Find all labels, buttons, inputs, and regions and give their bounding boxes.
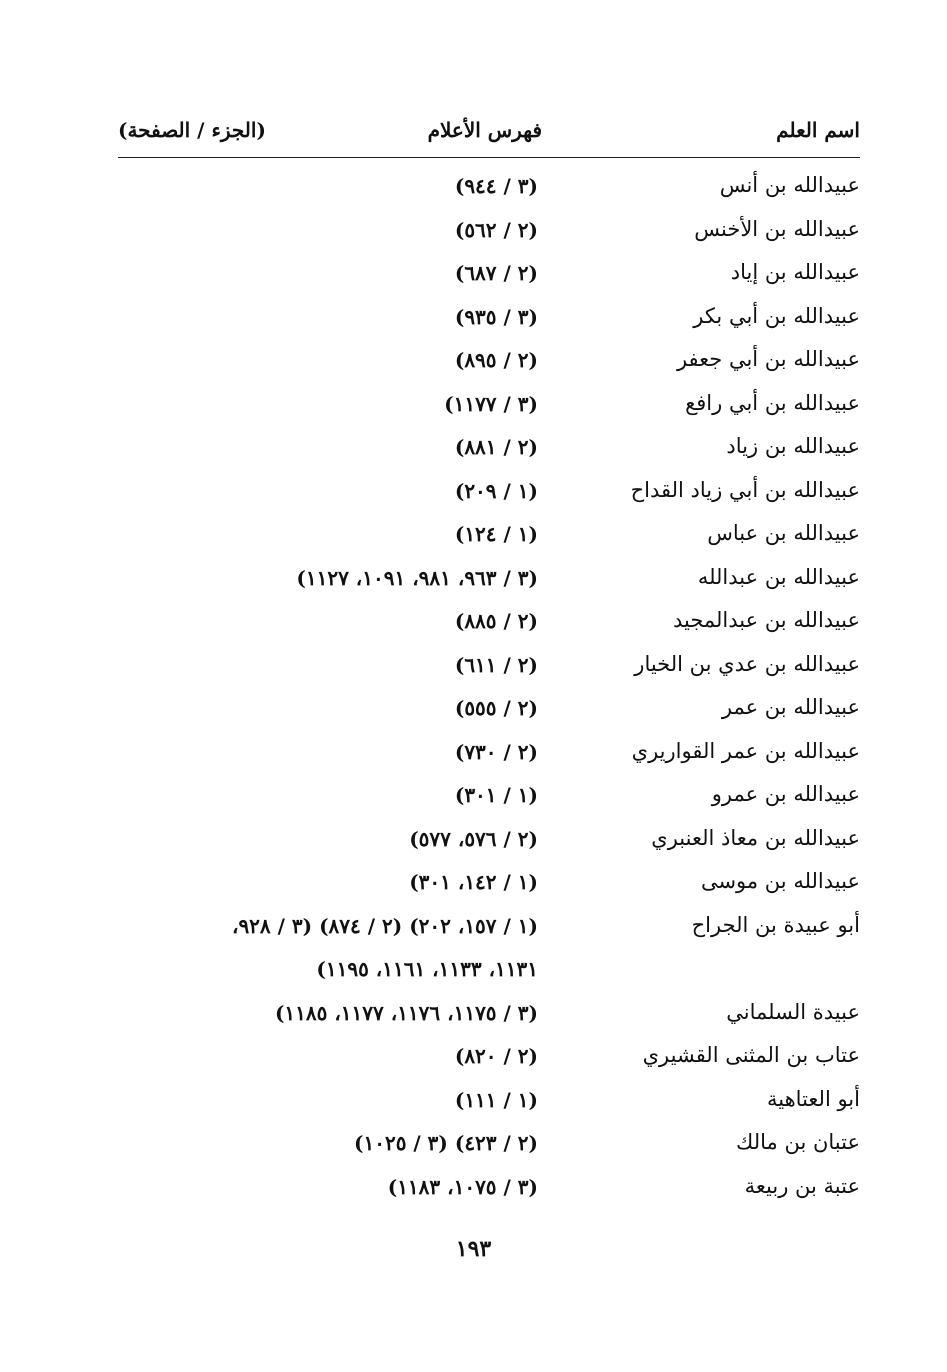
- entry-name: أبو العتاهية: [767, 1086, 860, 1111]
- entry-reference: (١ / ٣٠١): [454, 783, 538, 807]
- entry-name: عبيدالله بن زياد: [726, 434, 860, 458]
- name-column-heading: اسم العلم: [776, 118, 860, 142]
- index-entry-row: [100, 165, 860, 209]
- header-divider: [118, 157, 860, 158]
- entry-name: عبيدالله بن معاذ العنبري: [651, 825, 860, 850]
- entry-reference: (٣ / ١١٧٧): [444, 391, 538, 416]
- entry-reference: (٢ / ٥٥٥): [454, 696, 538, 720]
- entry-reference: (٢ / ٥٧٦، ٥٧٧): [409, 826, 538, 851]
- index-entry-row: [100, 644, 860, 688]
- entry-name: عبيدالله بن أنس: [719, 173, 860, 197]
- entry-name: عتبة بن ربيعة: [744, 1173, 860, 1198]
- index-entry-row: [100, 209, 860, 253]
- index-entry-row: [100, 774, 860, 818]
- entry-reference: (١ / ١٤٢، ٣٠١): [409, 870, 538, 894]
- index-title: فهرس الأعلام: [427, 118, 542, 142]
- index-entry-row: [100, 426, 860, 470]
- entry-reference: (٢ / ٨٨٥): [454, 609, 538, 633]
- entry-name: عبيدالله بن عبدالمجيد: [672, 608, 860, 632]
- entry-reference: (٢ / ٧٣٠): [454, 739, 538, 764]
- index-entry-row: [100, 818, 860, 862]
- entry-name: عبيدالله بن أبي جعفر: [676, 347, 860, 371]
- entry-reference: (١ / ١٢٤): [454, 522, 538, 546]
- index-entry-row: [100, 383, 860, 427]
- entry-reference: ١١٣١، ١١٣٣، ١١٦١، ١١٩٥): [316, 957, 538, 981]
- index-entry-row: [100, 731, 860, 775]
- entry-reference: (٢ / ٨٨١): [454, 435, 538, 459]
- entry-name: عبيدالله بن أبي زياد القداح: [630, 477, 860, 502]
- entry-reference: (٢ / ٦١١): [454, 652, 538, 677]
- entry-reference: (٣ / ٩٤٤): [454, 174, 538, 198]
- entry-name: عبيدالله بن إياد: [730, 260, 860, 284]
- index-entry-row: [100, 1079, 860, 1123]
- entry-reference: (٢ / ٦٨٧): [454, 261, 538, 285]
- entry-name: عبيدالله بن أبي بكر: [693, 303, 860, 328]
- entry-name: عبيدالله بن عدي بن الخيار: [634, 651, 860, 676]
- index-entry-row: [100, 687, 860, 731]
- entry-reference: (٢ / ٨٢٠): [454, 1044, 538, 1068]
- reference-column-heading: (الجزء / الصفحة): [118, 118, 266, 142]
- entry-name: عبيدالله بن عمر: [721, 695, 860, 719]
- entry-name: عتبان بن مالك: [736, 1130, 860, 1154]
- entry-name: عبيدالله بن عمرو: [711, 782, 860, 806]
- index-entry-row: [100, 905, 860, 949]
- index-entry-row: [100, 1035, 860, 1079]
- entry-reference: (٢ / ٥٦٢): [454, 217, 538, 242]
- entry-name: عبيدالله بن عباس: [707, 521, 860, 545]
- index-entries: [100, 165, 860, 1209]
- index-header: [118, 112, 860, 152]
- entry-reference: (١ / ١٥٧، ٢٠٢) (٢ / ٨٧٤) (٣ / ٩٢٨،: [231, 913, 538, 938]
- entry-reference: (٣ / ٩٦٣، ٩٨١، ١٠٩١، ١١٢٧): [296, 565, 538, 590]
- index-entry-row: [100, 992, 860, 1036]
- index-entry-row: [100, 1166, 860, 1210]
- entry-name: عبيدالله بن الأخنس: [694, 216, 860, 241]
- index-entry-row: [100, 470, 860, 514]
- index-entry-row: [100, 948, 860, 992]
- entry-name: عبيدالله بن أبي رافع: [685, 390, 860, 415]
- entry-reference: (١ / ١١١): [454, 1087, 538, 1112]
- entry-reference: (١ / ٢٠٩): [454, 478, 538, 503]
- entry-name: عتاب بن المثنى القشيري: [642, 1043, 860, 1067]
- entry-name: عبيدالله بن موسى: [700, 869, 860, 893]
- page-number: ١٩٣: [455, 1236, 492, 1262]
- entry-name: عبيدالله بن عمر القواريري: [631, 738, 860, 763]
- index-entry-row: [100, 861, 860, 905]
- index-entry-row: [100, 557, 860, 601]
- index-entry-row: [100, 339, 860, 383]
- entry-name: عبيدالله بن عبدالله: [697, 564, 860, 589]
- index-entry-row: [100, 513, 860, 557]
- entry-reference: (٢ / ٤٢٣) (٣ / ١٠٢٥): [354, 1131, 538, 1155]
- entry-reference: (٢ / ٨٩٥): [454, 348, 538, 372]
- entry-reference: (٣ / ١١٧٥، ١١٧٦، ١١٧٧، ١١٨٥): [274, 1000, 538, 1025]
- entry-name: عبيدة السلماني: [726, 999, 860, 1024]
- index-entry-row: [100, 296, 860, 340]
- entry-reference: (٣ / ٩٣٥): [454, 304, 538, 329]
- index-entry-row: [100, 1122, 860, 1166]
- index-entry-row: [100, 600, 860, 644]
- entry-name: أبو عبيدة بن الجراح: [691, 912, 860, 937]
- entry-reference: (٣ / ١٠٧٥، ١١٨٣): [387, 1174, 538, 1199]
- index-entry-row: [100, 252, 860, 296]
